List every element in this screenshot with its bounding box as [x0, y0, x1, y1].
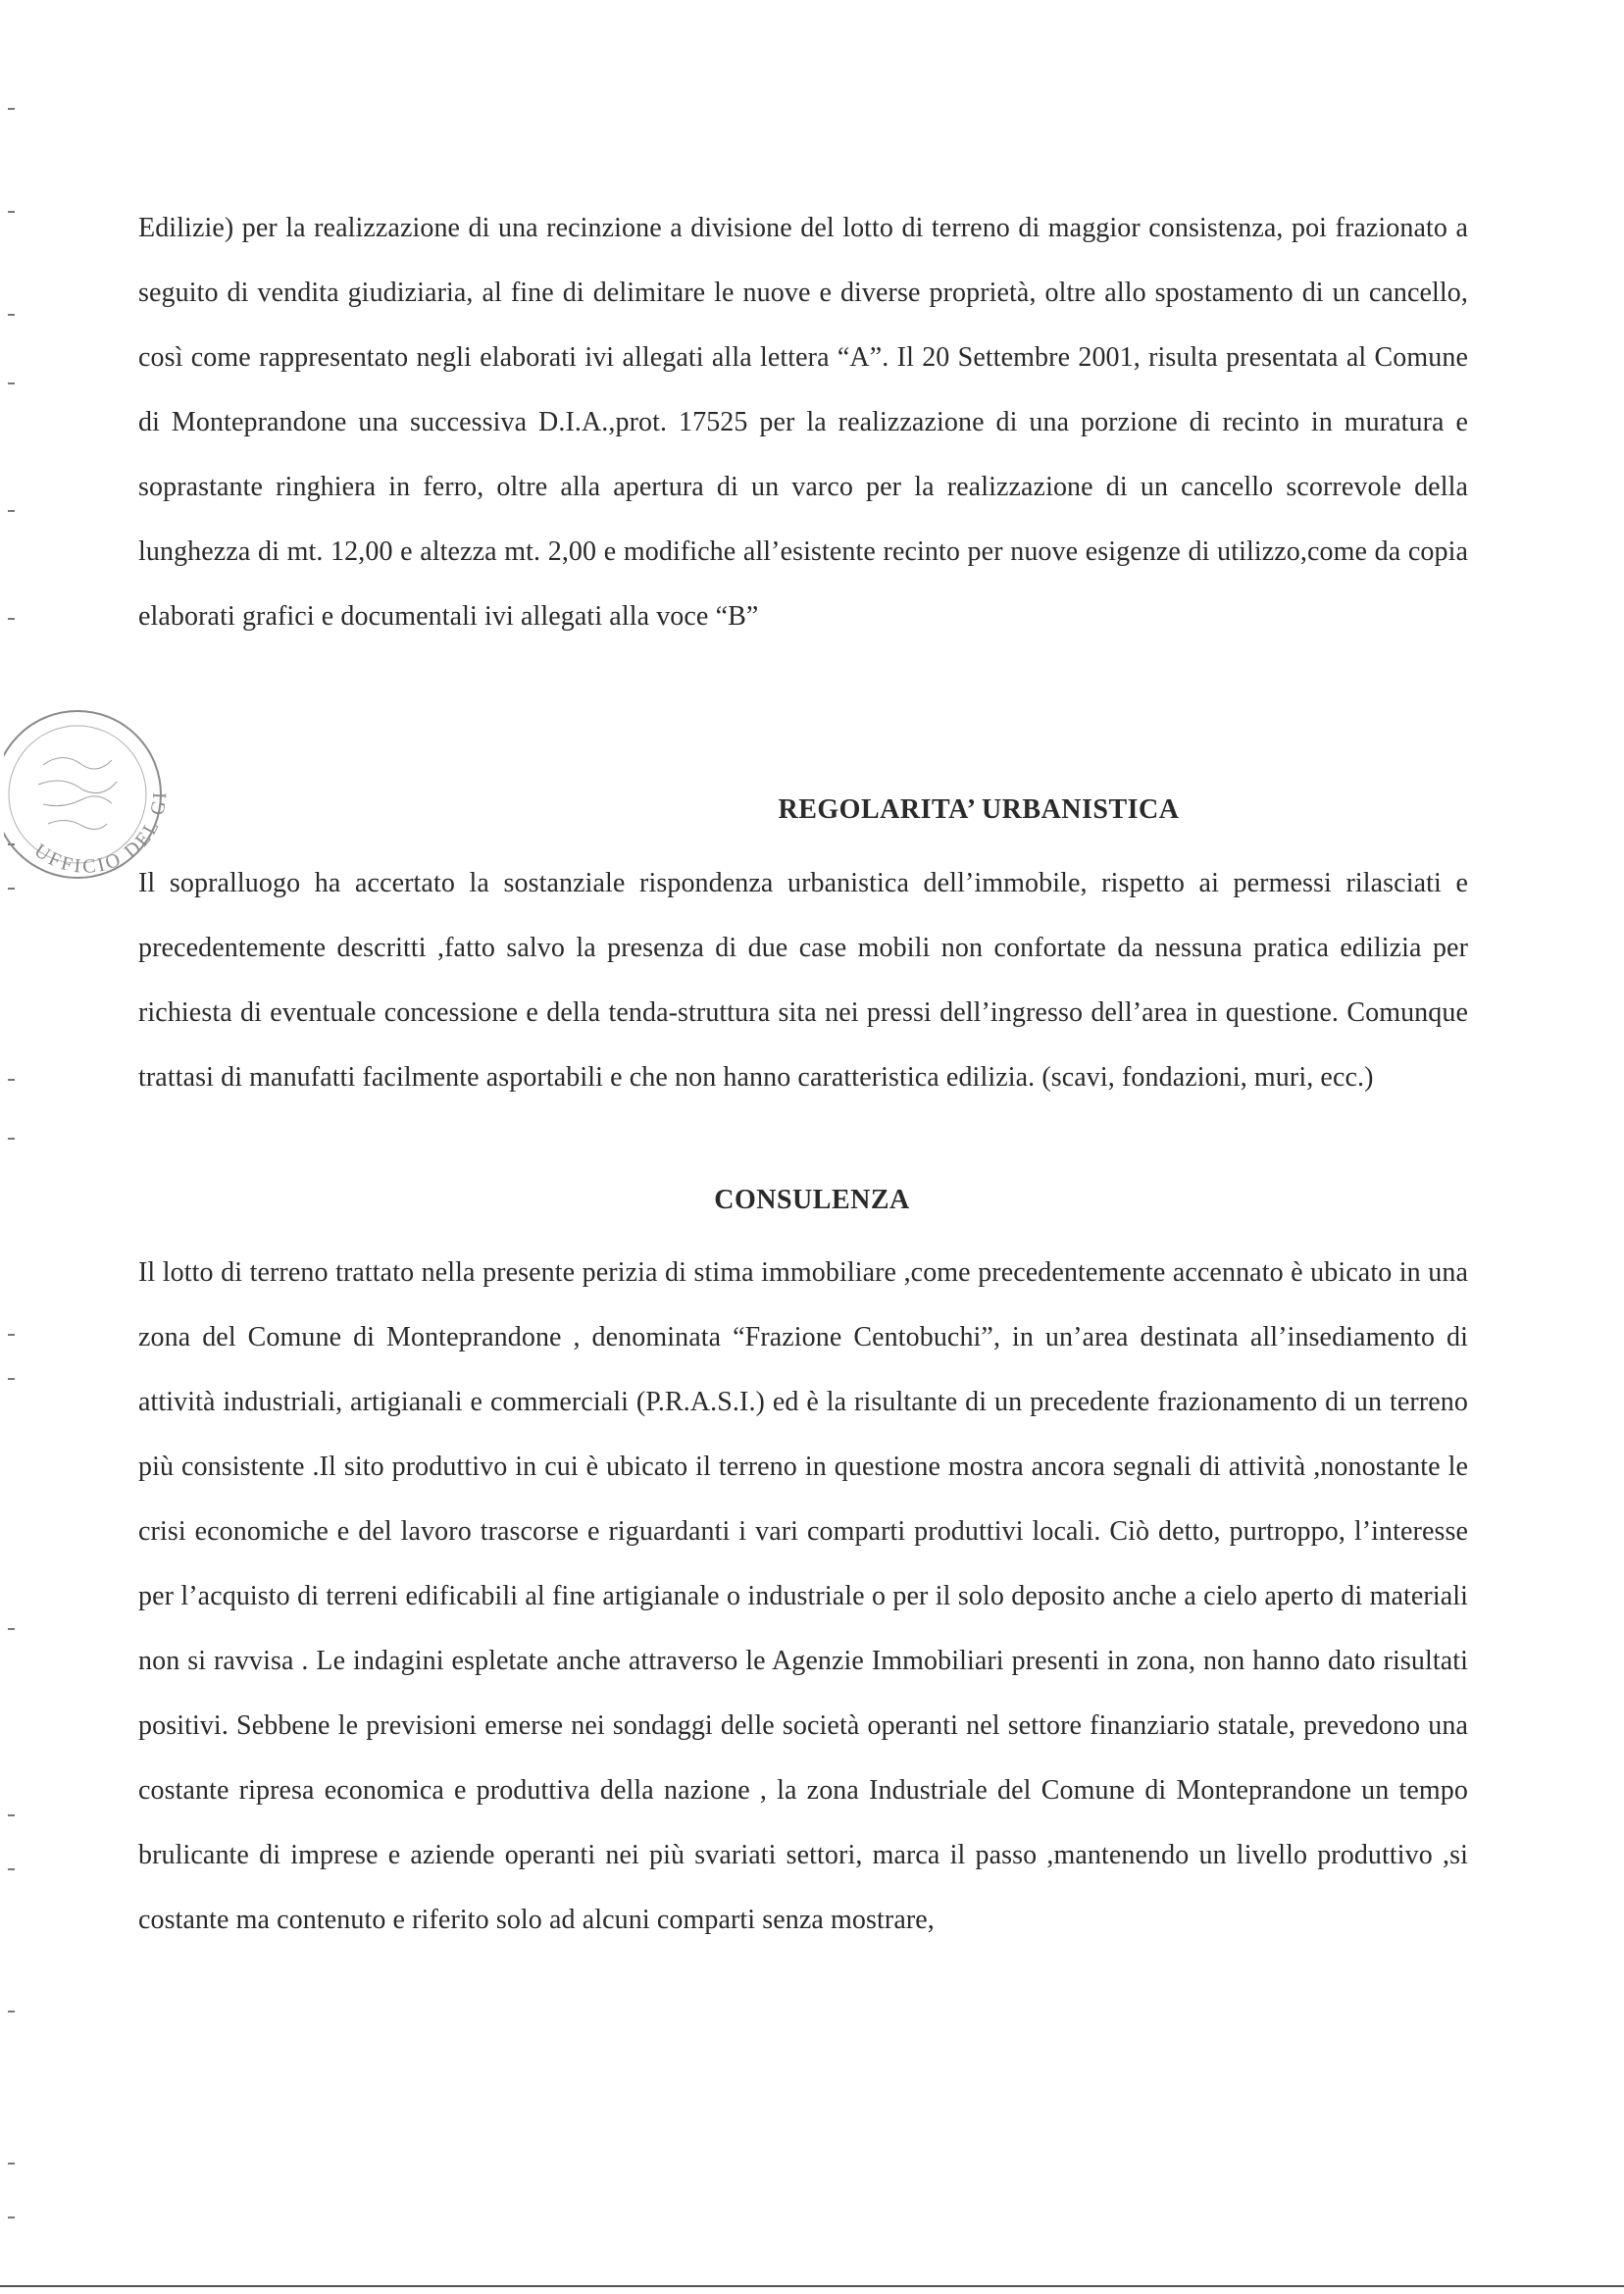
- heading-regolarita-urbanistica: REGOLARITA’ URBANISTICA: [778, 794, 1180, 825]
- page-bottom-edge: [0, 2285, 1624, 2287]
- stamp-text: UFFICIO DEL GI: [29, 789, 171, 879]
- paragraph-permits: [138, 196, 1468, 649]
- paragraph-consultancy: [138, 1241, 1468, 1953]
- paragraph-2-text: Il sopralluogo ha accertato la sostanziale rispondenza urbanistica dell’immobile, rispetto ai permessi rilasciati e precedentemente descritti ,fatto salvo la presenza di due case mobili non confortate da nessuna pratica edilizia per richiesta di eventuale concessione e della tenda-struttura sita nei pressi dell’ingresso dell’area in questione. Comunque trattasi di manufatti facilmente asportabili e che non hanno caratteristica edilizia. (scavi, fondazioni, muri, ecc.): [138, 868, 1468, 1093]
- heading-consulenza: CONSULENZA: [714, 1185, 910, 1215]
- paragraph-inspection: [138, 851, 1468, 1110]
- paragraph-3-text: Il lotto di terreno trattato nella presente perizia di stima immobiliare ,come precedentemente accennato è ubicato in una zona del Comune di Monteprandone , denominata “Frazione Centobuchi”, in un’area destinata all’insediamento di attività industriali, artigianali e commerciali (P.R.A.S.I.) ed è la risultante di un precedente frazionamento di un terreno più consistente .Il sito produttivo in cui è ubicato il terreno in questione mostra ancora segnali di attività ,nonostante le crisi economiche e del lavoro trascorse e riguardanti i vari comparti produttivi locali. Ciò detto, purtroppo, l’interesse per l’acquisto di terreni edificabili al fine artigianale o industriale o per il solo deposito anche a cielo aperto di materiali non si ravvisa . Le indagini espletate anche attraverso le Agenzie Immobiliari presenti in zona, non hanno dato risultati positivi. Sebbene le previsioni emerse nei sondaggi delle società operanti nel settore finanziario statale, prevedono una costante ripresa economica e produttiva della nazione , la zona Industriale del Comune di Monteprandone un tempo brulicante di imprese e aziende operanti nei più svariati settori, marca il passo ,mantenendo un livello produttivo ,si costante ma contenuto e riferito solo ad alcuni comparti senza mostrare,: [138, 1257, 1468, 1935]
- paragraph-1-text: Edilizie) per la realizzazione di una recinzione a divisione del lotto di terreno di maggior consistenza, poi frazionato a seguito di vendita giudiziaria, al fine di delimitare le nuove e diverse proprietà, oltre allo spostamento di un cancello, così come rappresentato negli elaborati ivi allegati alla lettera “A”. Il 20 Settembre 2001, risulta presentata al Comune di Monteprandone una successiva D.I.A.,prot. 17525 per la realizzazione di una porzione di recinto in muratura e soprastante ringhiera in ferro, oltre alla apertura di un varco per la realizzazione di un cancello scorrevole della lunghezza di mt. 12,00 e altezza mt. 2,00 e modifiche all’esistente recinto per nuove esigenze di utilizzo,come da copia elaborati grafici e documentali ivi allegati alla voce “B”: [138, 213, 1468, 632]
